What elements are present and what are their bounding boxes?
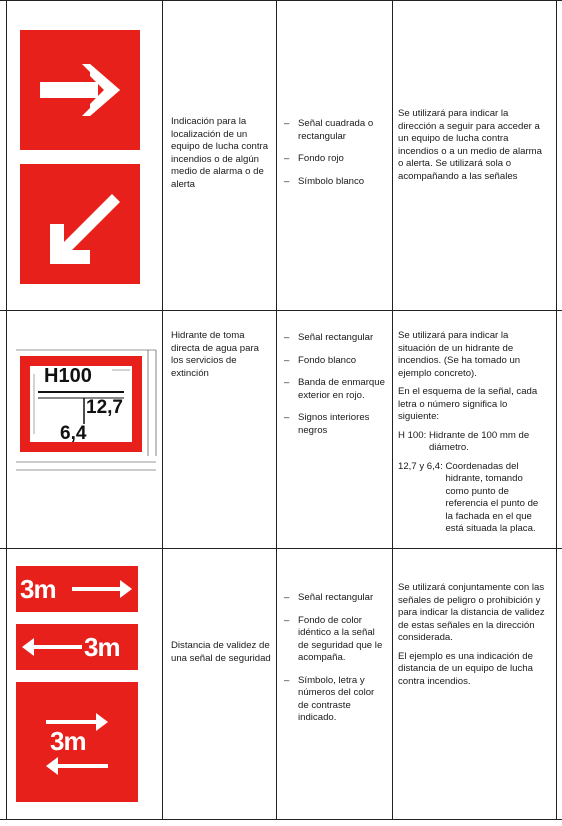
feature-item: – Señal cuadrada o rectangular [284, 118, 386, 143]
feature-item: – Fondo rojo [284, 153, 386, 166]
use-paragraph: Se utilizará conjuntamente con las señales de peligro o prohibición y para indicar la distancia de validez de estas señales en la dirección considerada. [398, 582, 545, 643]
distance-sign-label: 3m [50, 726, 86, 756]
legend-key: 12,7 y 6,4: [398, 460, 446, 472]
hydrant-sign-line1: H100 [44, 365, 92, 387]
row1-features [284, 118, 386, 198]
row1-description: Indicación para la localización de un equipo de lucha contra incendios o de algún medio de alarma o de alerta [171, 116, 269, 190]
feature-item: – Banda de enmarque exterior en rojo. [284, 377, 386, 402]
row3-description: Distancia de validez de una señal de seguridad [171, 640, 271, 664]
hydrant-sign-line2: 12,7 [86, 397, 123, 418]
row-divider [0, 548, 562, 549]
legend-item [398, 430, 548, 455]
distance-sign-label: 3m [20, 574, 56, 604]
feature-item: – Señal rectangular [284, 332, 386, 345]
column-divider [162, 0, 163, 820]
legend-text: Hidrante de 100 mm de diámetro. [428, 429, 530, 453]
hydrant-sign-line3: 6,4 [60, 423, 87, 444]
use-paragraph: Se utilizará para indicar la dirección a seguir para acceder a un equipo de lucha contra incendios o a un medio de alarma o alerta. Se utilizará sola o acompañando a las señales [398, 108, 542, 182]
distance-sign-left [16, 624, 138, 670]
use-paragraph: En el esquema de la señal, cada letra o número significa lo siguiente: [398, 386, 538, 422]
feature-item: – Señal rectangular [284, 592, 386, 605]
row-divider [0, 0, 562, 1]
sign-arrow-right [20, 30, 140, 150]
sign-arrow-down-left [20, 164, 140, 284]
row1-use [398, 108, 548, 189]
feature-item: – Símbolo blanco [284, 176, 386, 189]
row2-features [284, 332, 386, 447]
row2-description: Hidrante de toma directa de agua para los servicios de extinción [171, 330, 260, 379]
table-border-right [556, 0, 557, 820]
legend-key: H 100: [398, 429, 429, 441]
feature-item: – Símbolo, letra y números del color de contraste indicado. [284, 675, 386, 725]
row-divider [0, 819, 562, 820]
legend-item [398, 461, 548, 536]
row3-features [284, 592, 386, 735]
feature-item: – Signos interiores negros [284, 412, 386, 437]
use-paragraph: El ejemplo es una indicación de distancia de un equipo de lucha contra incendios. [398, 650, 533, 687]
row-divider [0, 310, 562, 311]
row3-use [398, 582, 548, 694]
table-border-left [6, 0, 7, 820]
column-divider [276, 0, 277, 820]
column-divider [392, 0, 393, 820]
legend-text: Coordenadas del hidrante, tomando como punto de referencia el punto de la fachada en el que está situada la placa. [445, 460, 539, 534]
use-paragraph: Se utilizará para indicar la situación de un hidrante de incendios. (Se ha tomado un ejemplo concreto). [398, 330, 521, 379]
feature-item: – Fondo de color idéntico a la señal de seguridad que le acompaña. [284, 615, 386, 665]
row2-use [398, 330, 548, 536]
distance-sign-label: 3m [84, 632, 120, 662]
feature-item: – Fondo blanco [284, 355, 386, 368]
